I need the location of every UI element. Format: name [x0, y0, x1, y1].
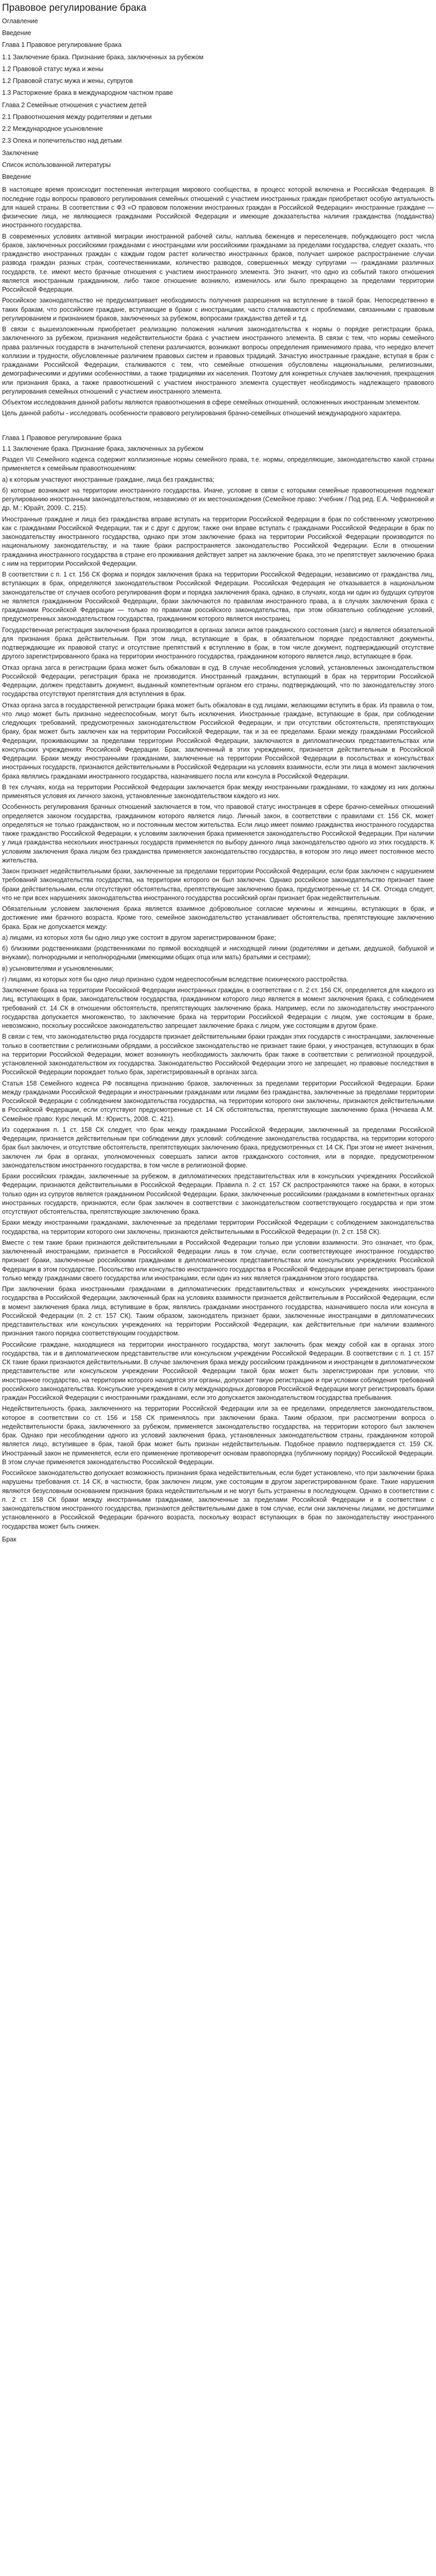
footer-note: Брак [2, 1535, 16, 1543]
body-paragraph: Браки между иностранными гражданами, заключенные за пределами территории Российской Федерации с соблюдением законодательства государства, на территории которого они заключены, признаются действительными в Российской Федерации (п. 2 ст. 158 СК). [2, 1219, 434, 1235]
toc-item[interactable]: Глава 1 Правовое регулирование брака [2, 41, 122, 49]
body-paragraph: В соответствии с п. 1 ст. 156 СК форма и порядок заключения брака на территории Российской Федерации, независимо от гражданства лиц, вступающих в брак, определяются законодательством Российской Федерации. Российская Федерация не отказывается в национальном законодательстве от случаев особого регулирования форм и порядка заключения брака, однако, в случаях, когда ни один из будущих супругов не является гражданином Российской Федерации, браки заключаются по правилам иностранного права, а в случаях заключения брака с гражданами Российской Федерации — только по правилам российского законодательства, при этом обязательно соблюдение условий, предусмотренных законодательством государства, гражданином которого является иностранец. [2, 571, 434, 623]
page-title: Правовое регулирование брака [2, 3, 147, 13]
toc-item[interactable]: 1.2 Правовой статус мужа и жены, супругов [2, 77, 133, 84]
body-paragraph: Отказ органа загса в регистрации брака может быть обжалован в суд. В случае несоблюдения условий, установленных законодательством Российской Федерации, регистрация брака не производится. Иностранный гражданин, вступающий в брак на территории Российской Федерации, должен представить документ, выданный компетентным органом его страны, подтверждающий, что по законодательству этого государства отсутствуют препятствия для вступления в брак. [2, 664, 434, 698]
toc-item[interactable]: Введение [2, 29, 31, 37]
toc-item[interactable]: 2.2 Международное усыновление [2, 125, 103, 132]
body-paragraph: Отказ органа загса в государственной регистрации брака может быть обжалован в суд лицами, желающими вступить в брак. Из правила о том, что лицо может быть признано недееспособным, могут быть исключения. Иностранные граждане, вступающие в брак, при соблюдении следующих требований, предусмотренных законодательством Российской Федерации, и при отсутствии обстоятельств, препятствующих браку, брак может быть заключен как на территории Российской Федерации, так и за ее пределами. Браки между гражданами Российской Федерации, проживающими за пределами территории Российской Федерации, заключаются в дипломатических представительствах или консульских учреждениях Российской Федерации. Брак, заключенный в этих учреждениях, признается действительным в Российской Федерации. Браки между иностранными гражданами, заключенные на территории Российской Федерации в посольствах и консульствах иностранных государств, признаются действительными в Российской Федерации на условиях взаимности, если эти лица в момент заключения брака являлись гражданами иностранного государства, назначившего посла или консула в Российской Федерации. [2, 701, 434, 780]
intro-paragraph: В современных условиях активной миграции иностранной рабочей силы, наплыва беженцев и переселенцев, побуждающего рост числа браков, заключенных российскими гражданами с иностранцами или российскими гражданами за пределами государства, следует сказать, что гражданство иностранных граждан с каждым годом растет количество иностранных браков, получает широкое распространение случаи развода граждан разных стран, соотечественниками, количество разводов, совершенных между супругами — гражданами различных государств, т.е. имеют место брачные отношения с участием иностранного элемента. Это значит, что одно из событий такого отношения является иностранным гражданином, либо такое отношение возникло, изменилось или было прекращено за пределами территории Российской Федерации. [2, 232, 434, 293]
intro-paragraph: В настоящее время происходит постепенная интеграция мирового сообщества, в процесс которой включена и Российская Федерация. В последние годы вопросы правового регулирования семейных отношений с участием иностранных граждан приобретают особую актуальность для нашей страны. В соответствии с ФЗ «О правовом положении иностранных граждан в Российской Федерации» иностранные граждане — физические лица, не являющиеся гражданами Российской Федерации и имеющие доказательства наличия гражданства (подданства) иностранного государства. [2, 186, 434, 229]
body-paragraph: Закон признает недействительными браки, заключенные за пределами территории Российской Федерации, если брак заключен с нарушением требований законодательства государства, на территории которого он был заключен. Однако российское законодательство признает такие браки действительными, если отсутствуют обстоятельства, препятствующие заключению брака, предусмотренные ст. 14 СК. Отсюда следует, что не при всех нарушениях законодательства иностранного государства российский орган признает брак недействительным. [2, 868, 434, 902]
body-paragraph: г) лицами, из которых хотя бы одно лицо признано судом недееспособным вследствие психического расстройства. [2, 975, 348, 983]
chapter-title: Глава 1 Правовое регулирование брака [2, 434, 122, 442]
body-paragraph: а) лицами, из которых хотя бы одно лицо уже состоит в другом зарегистрированном браке; [2, 934, 276, 941]
body-paragraph: в) усыновителями и усыновленными; [2, 964, 114, 972]
body-paragraph: Недействительность брака, заключенного на территории Российской Федерации или за ее пределами, определяется законодательством, которое в соответствии со ст. 156 и 158 СК применялось при заключении брака. Таким образом, при рассмотрении вопроса о недействительности брака, заключенного за рубежом, применяется законодательство государства, на территории которого был заключен брак. Однако при несоблюдении одного из условий заключения брака, установленных законодательством страны, гражданином которой является лицо, вступившее в брак, такой брак может быть признан недействительным. Подобное правило подтверждается ст. 159 СК. Иностранный закон не применяется, если его применение противоречит основам правопорядка (публичному порядку) Российской Федерации. В этом случае применяется законодательство Российской Федерации. [2, 1405, 434, 1466]
toc-item[interactable]: Глава 2 Семейные отношения с участием детей [2, 101, 147, 109]
body-paragraph: Браки российских граждан, заключенные за рубежом, в дипломатических представительствах или в консульских учреждениях Российской Федерации, признаются действительными в Российской Федерации. Правила п. 2 ст. 157 СК распространяются также на браки, в которых только один из супругов является гражданином Российской Федерации. Браки, заключенные российскими гражданами в компетентных органах иностранных государств, признаются, если брак заключен в соответствии с законодательством соответствующего государства и при этом отсутствуют обстоятельства, препятствующие заключению брака. [2, 1173, 434, 1215]
body-paragraph: Особенность регулирования брачных отношений заключается в том, что правовой статус иностранцев в сфере брачно-семейных отношений определяется законом государства, гражданином которого является лицо. Личный закон, в соответствии с правилами ст. 156 СК, может определяться не только гражданством, но и постоянным местом жительства. Если лицо имеет помимо гражданства иностранного государства также гражданство Российской Федерации, к условиям заключения брака применяется законодательство Российской Федерации. При наличии у лица гражданства нескольких иностранных государств применяется по выбору данного лица законодательство одного из этих государств. К условиям заключения брака лицом без гражданства применяется законодательство государства, в котором это лицо имеет постоянное место жительства. [2, 803, 434, 864]
body-paragraph: б) близкими родственниками (родственниками по прямой восходящей и нисходящей линии (родителями и детьми, дедушкой, бабушкой и внуками), полнородными и неполнородными (имеющими общих отца или мать) братьями и сестрами); [2, 945, 434, 961]
toc-item[interactable]: 2.3 Опека и попечительство над детьми [2, 137, 122, 145]
introduction [2, 185, 434, 418]
table-of-contents [2, 17, 434, 182]
intro-paragraph: Объектом исследования данной работы являются правоотношения в сфере семейных отношений, осложненных иностранным элементом. [2, 399, 421, 406]
body-paragraph: Обязательным условием заключения брака является взаимное добровольное согласие мужчины и женщины, вступающих в брак, и достижение ими брачного возраста. Кроме того, семейное законодательство устанавливает обстоятельства, препятствующие заключению брака. Брак не допускается между: [2, 905, 434, 930]
body-paragraph: При заключении брака иностранными гражданами в дипломатических представительствах и консульских учреждениях иностранного государства в Российской Федерации, заключенный брак на условиях взаимности признается действительным в Российской Федерации, если в момент заключения брака лица, вступившие в брак, являлись гражданами иностранного государства, назначившего посла или консула в Российской Федерации (п. 2 ст. 157 СК). Таким образом, законодатель признает браки, заключенные иностранцами в дипломатических представительствах или консульских учреждениях на территории Российской Федерации, как действительные при наличии взаимного признания такого порядка соответствующим государством. [2, 1285, 434, 1337]
toc-item[interactable]: 1.1 Заключение брака. Признание брака, заключенных за рубежом [2, 53, 204, 61]
chapter-1 [2, 434, 434, 1531]
toc-item[interactable]: Введение [2, 173, 31, 180]
body-paragraph: Статья 158 Семейного кодекса РФ посвящена признанию браков, заключенных за пределами территории Российской Федерации. Браки между гражданами Российской Федерации и иностранными гражданами или лицами без гражданства, заключенные за пределами территории Российской Федерации с соблюдением законодательства государства, на территории которого они заключены, признаются действительными в Российской Федерации, если отсутствуют предусмотренные ст. 14 СК обстоятельства, препятствующие заключению брака (Нечаева А.М. Семейное право: Курс лекций. М.: Юристъ, 2008. С. 421). [2, 1079, 434, 1123]
body-paragraph: Раздел VII Семейного кодекса содержит коллизионные нормы семейного права, т.е. нормы, определяющие, законодательство какой страны применяется к семейным правоотношениям: [2, 456, 434, 472]
toc-item[interactable]: 1.2 Правовой статус мужа и жены [2, 65, 103, 73]
body-paragraph: В связи с тем, что законодательство ряда государств признает действительными браки граждан этих государств с иностранцами, заключенные только в соответствии с религиозными обрядами, а российское законодательство не признает такие браки, у иностранцев, вступающих в брак на территории Российской Федерации, может возникнуть необходимость заключить брак также в соответствии с религиозной процедурой, установленной законодательством их государства. Законодательство Российской Федерации этого не запрещает, но правовые последствия в Российской Федерации порождает только брак, зарегистрированный в органах загса. [2, 1033, 434, 1076]
body-paragraph: В тех случаях, когда на территории Российской Федерации заключается брак между иностранными гражданами, то каждому из них должны применяться условия их личного закона, установленные законодательством каждого из них. [2, 783, 434, 800]
toc-item[interactable]: 2.1 Правоотношения между родителями и детьми [2, 113, 152, 121]
intro-paragraph: Цель данной работы - исследовать особенности правового регулирования брачно-семейных отношений международного характера. [2, 410, 402, 417]
toc-item[interactable]: Заключение [2, 149, 39, 157]
toc-item[interactable]: 1.3 Расторжение брака в международном частном праве [2, 89, 173, 97]
body-paragraph: Вместе с тем такие браки признаются действительными в Российской Федерации только при условии взаимности. Это означает, что брак, заключенный иностранцами, признается в Российской Федерации лишь в том случае, если соответствующее иностранное государство признает браки, заключенные российскими гражданами в дипломатических представительствах или консульских учреждениях Российской Федерации в этом государстве. Посольство или консульство иностранного государства в Российской Федерации вправе регистрировать браки только между гражданами своего государства или иностранцами, если один из них является гражданином этого государства. [2, 1239, 434, 1282]
body-paragraph: Российское законодательство допускает возможность признания брака недействительным, если будет установлено, что при заключении брака нарушены требования ст. 14 СК, в частности, брак заключен лицом, уже состоящим в другом зарегистрированном браке. Такие нарушения являются безусловным основанием признания брака недействительным и не могут быть устранены в последующем. Однако в соответствии с п. 2 ст. 158 СК браки между иностранными гражданами, заключенные за пределами Российской Федерации и в соответствии с законодательством иностранного государства, признаются действительными даже в том случае, если они заключены лицами, не достигшими установленного в Российской Федерации брачного возраста, поскольку возраст вступающих в брак по законодательству иностранного государства может быть снижен. [2, 1469, 434, 1530]
toc-item[interactable]: Список использованной литературы [2, 161, 111, 168]
body-paragraph: Государственная регистрация заключения брака производится в органах записи актов гражданского состояния (загс) и является обязательной для признания брака действительным. При этом лица, вступающие в брак, в обязательном порядке предоставляют документы, подтверждающие их правовой статус и отсутствие препятствий к вступлению в брак, в том числе документ, подтверждающий отсутствие другого зарегистрированного брака на территории иностранного государства, гражданином которого является лицо, вступающее в брак. [2, 626, 434, 660]
body-paragraph: б) которые возникают на территории иностранного государства. Иначе, условие в связи с которыми семейные правоотношения подлежат регулированию иностранным законодательством, независимо от их местонахождения (Семейное право: Учебник / Под ред. Е.А. Чефрановой и др. М.: Юрайт, 2009. С. 215). [2, 486, 434, 512]
body-paragraph: а) к которым участвуют иностранные граждане, лица без гражданства; [2, 476, 215, 483]
body-paragraph: Заключение брака на территории Российской Федерации иностранных граждан, в соответствии с п. 2 ст. 156 СК, определяется для каждого из лиц, вступающих в брак, законодательством государства, гражданином которого лицо является в момент заключения брака, с соблюдением требований ст. 14 СК в отношении обстоятельств, препятствующих заключению брака. Например, если по законодательству иностранного государства допускается многоженство, то заключение брака на территории Российской Федерации с лицом, уже состоящим в браке, невозможно, поскольку российское законодательство запрещает заключение брака с лицом, уже состоящим в другом браке. [2, 987, 434, 1029]
toc-item[interactable]: Оглавление [2, 17, 38, 25]
body-paragraph: Российские граждане, находящиеся на территории иностранного государства, могут заключить брак между собой как в органах этого государства, так и в дипломатическом представительстве или консульском учреждении Российской Федерации. В соответствии с п. 1 ст. 157 СК такие браки признаются действительными. В случае заключения брака между российским гражданином и иностранцем в дипломатическом представительстве или консульском учреждении Российской Федерации такой брак может быть зарегистрирован при условии, что иностранное государство, на территории которого находятся эти органы, допускает такую регистрацию и при условии соблюдения требований российского законодательства. Консульские учреждения в силу международных договоров Российской Федерации могут регистрировать браки граждан Российской Федерации с иностранными гражданами, если это допускается законодательством государства пребывания. [2, 1341, 434, 1401]
body-paragraph: Из содержания п. 1 ст. 158 СК следует, что брак между гражданами Российской Федерации, заключенный за пределами Российской Федерации, признается действительным при соблюдении двух условий: соблюдение законодательства государства, на территории которого брак был заключен, и отсутствие обстоятельств, препятствующих заключению брака, предусмотренных ст. 14 СК. При этом не имеет значения, заключен ли брак в органах, уполномоченных совершать записи актов гражданского состояния, или в порядке, предусмотренном законодательством иностранного государства, в том числе в религиозной форме. [2, 1126, 434, 1169]
section-title: 1.1 Заключение брака. Признание брака, заключенных за рубежом [2, 445, 204, 452]
body-paragraph: Иностранные граждане и лица без гражданства вправе вступать на территории Российской Федерации в брак по собственному усмотрению как с гражданами Российской Федерации, так и с друг с другом; также они вправе вступать с гражданами Российской Федерации в брак по законодательству иностранного государства, однако при этом заключение брака на территории Российской Федерации производится по национальному законодательству, и на такие браки распространяется законодательство Российской Федерации. Если в отношении гражданина иностранного государства в стране его проживания действует запрет на заключение брака, это не препятствует заключению брака с ним на территории Российской Федерации. [2, 515, 434, 567]
intro-paragraph: В связи с вышеизложенным приобретает реализацию положения наличия законодательства к нормы о порядке регистрации брака, заключенного за рубежом, признания недействительности брака с участием иностранного элемента. В связи с тем, что нормы семейного права различных государств в значительной степени различаются, возникают вопросы определения применимого права, что нередко влечет коллизии и трудности, обусловленные различием правовых систем и правовых традиций. Зачастую иностранные граждане, вступая в брак с гражданами Российской Федерации, сталкиваются с тем, что семейные отношения обусловлены национальными, религиозными, демографическими и другими особенностями, а также традициями их населения. Поэтому для конкретных случаев заключения, прекращения или признания брака, а также правоотношений с участием иностранного элемента существует необходимость надлежащего правового регулирования семейных отношений с участием иностранного элемента. [2, 326, 434, 395]
intro-paragraph: Российское законодательство не предусматривает необходимость получения разрешения на вступление в такой брак. Непосредственно в таких бракам, что российские граждане, вступающие в браки с иностранцами, часто сталкиваются с проблемами, связанными с правовым регулированием и признанием браков, заключенных за рубежом, вопросами гражданства детей и т.д. [2, 297, 434, 322]
section-gap [2, 422, 434, 434]
